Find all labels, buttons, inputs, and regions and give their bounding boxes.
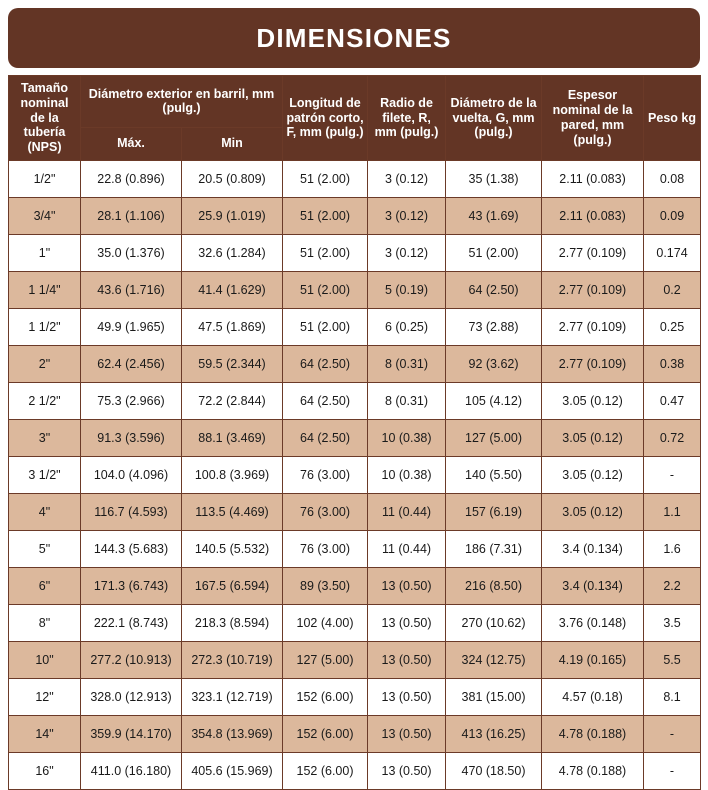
table-cell: 127 (5.00) xyxy=(283,641,368,678)
table-cell: 10 (0.38) xyxy=(368,456,446,493)
table-cell: 43.6 (1.716) xyxy=(81,271,182,308)
table-cell: 0.08 xyxy=(644,160,701,197)
table-cell: 91.3 (3.596) xyxy=(81,419,182,456)
table-cell: 13 (0.50) xyxy=(368,604,446,641)
row-label-cell: 6" xyxy=(9,567,81,604)
table-cell: 0.2 xyxy=(644,271,701,308)
table-body xyxy=(9,160,701,789)
table-cell: 13 (0.50) xyxy=(368,567,446,604)
table-cell: 0.72 xyxy=(644,419,701,456)
table-row xyxy=(9,197,701,234)
table-cell: 4.57 (0.18) xyxy=(542,678,644,715)
table-cell: 4.78 (0.188) xyxy=(542,715,644,752)
table-cell: 10 (0.38) xyxy=(368,419,446,456)
table-cell: 2.77 (0.109) xyxy=(542,345,644,382)
table-row xyxy=(9,715,701,752)
header-row-1 xyxy=(9,76,701,128)
table-row xyxy=(9,456,701,493)
table-cell: 0.174 xyxy=(644,234,701,271)
row-label-cell: 5" xyxy=(9,530,81,567)
table-cell: 0.47 xyxy=(644,382,701,419)
row-label-cell: 4" xyxy=(9,493,81,530)
table-cell: 411.0 (16.180) xyxy=(81,752,182,789)
table-cell: 0.38 xyxy=(644,345,701,382)
table-cell: 222.1 (8.743) xyxy=(81,604,182,641)
table-cell: 51 (2.00) xyxy=(283,308,368,345)
row-label-cell: 3/4" xyxy=(9,197,81,234)
table-cell: 35 (1.38) xyxy=(446,160,542,197)
table-cell: 405.6 (15.969) xyxy=(182,752,283,789)
row-label-cell: 10" xyxy=(9,641,81,678)
table-cell: 167.5 (6.594) xyxy=(182,567,283,604)
table-cell: 92 (3.62) xyxy=(446,345,542,382)
column-header-fillet-radius: Radio de filete, R, mm (pulg.) xyxy=(368,76,446,161)
table-cell: 62.4 (2.456) xyxy=(81,345,182,382)
table-cell: 89 (3.50) xyxy=(283,567,368,604)
table-row xyxy=(9,752,701,789)
table-cell: 272.3 (10.719) xyxy=(182,641,283,678)
table-cell: 171.3 (6.743) xyxy=(81,567,182,604)
table-cell: 13 (0.50) xyxy=(368,715,446,752)
row-label-cell: 14" xyxy=(9,715,81,752)
table-cell: 5.5 xyxy=(644,641,701,678)
table-cell: 35.0 (1.376) xyxy=(81,234,182,271)
table-cell: 13 (0.50) xyxy=(368,641,446,678)
row-label-cell: 2" xyxy=(9,345,81,382)
row-label-cell: 1" xyxy=(9,234,81,271)
table-row xyxy=(9,382,701,419)
column-header-short-pattern-length: Longitud de patrón corto, F, mm (pulg.) xyxy=(283,76,368,161)
row-label-cell: 3" xyxy=(9,419,81,456)
row-label-cell: 1/2" xyxy=(9,160,81,197)
table-cell: 4.19 (0.165) xyxy=(542,641,644,678)
table-cell: 116.7 (4.593) xyxy=(81,493,182,530)
table-cell: 8.1 xyxy=(644,678,701,715)
table-cell: 3.05 (0.12) xyxy=(542,419,644,456)
table-cell: 3.76 (0.148) xyxy=(542,604,644,641)
table-cell: 144.3 (5.683) xyxy=(81,530,182,567)
table-row xyxy=(9,234,701,271)
table-row xyxy=(9,271,701,308)
table-row xyxy=(9,604,701,641)
page-title: DIMENSIONES xyxy=(256,22,452,53)
column-header-bend-diameter: Diámetro de la vuelta, G, mm (pulg.) xyxy=(446,76,542,161)
column-header-weight: Peso kg xyxy=(644,76,701,161)
table-cell: 3.05 (0.12) xyxy=(542,493,644,530)
row-label-cell: 16" xyxy=(9,752,81,789)
table-cell: 218.3 (8.594) xyxy=(182,604,283,641)
table-cell: 3 (0.12) xyxy=(368,234,446,271)
table-cell: 72.2 (2.844) xyxy=(182,382,283,419)
row-label-cell: 3 1/2" xyxy=(9,456,81,493)
page-title-bar xyxy=(8,8,700,68)
table-cell: 113.5 (4.469) xyxy=(182,493,283,530)
table-cell: 2.77 (0.109) xyxy=(542,271,644,308)
table-cell: 2.2 xyxy=(644,567,701,604)
table-row xyxy=(9,678,701,715)
table-cell: 104.0 (4.096) xyxy=(81,456,182,493)
table-cell: 4.78 (0.188) xyxy=(542,752,644,789)
row-label-cell: 2 1/2" xyxy=(9,382,81,419)
table-cell: 0.09 xyxy=(644,197,701,234)
table-cell: 3.4 (0.134) xyxy=(542,530,644,567)
table-cell: 13 (0.50) xyxy=(368,678,446,715)
table-row xyxy=(9,308,701,345)
table-header xyxy=(9,76,701,161)
table-cell: 25.9 (1.019) xyxy=(182,197,283,234)
table-cell: 28.1 (1.106) xyxy=(81,197,182,234)
column-header-nominal-wall-thickness: Espesor nominal de la pared, mm (pulg.) xyxy=(542,76,644,161)
table-cell: 470 (18.50) xyxy=(446,752,542,789)
table-cell: 64 (2.50) xyxy=(283,382,368,419)
table-row xyxy=(9,493,701,530)
table-cell: 3.4 (0.134) xyxy=(542,567,644,604)
column-header-outside-diameter-min: Min xyxy=(182,127,283,160)
table-row xyxy=(9,530,701,567)
table-cell: 2.11 (0.083) xyxy=(542,197,644,234)
table-cell: 76 (3.00) xyxy=(283,493,368,530)
table-cell: 2.77 (0.109) xyxy=(542,234,644,271)
table-cell: 8 (0.31) xyxy=(368,382,446,419)
table-cell: 59.5 (2.344) xyxy=(182,345,283,382)
table-cell: 51 (2.00) xyxy=(446,234,542,271)
table-cell: 76 (3.00) xyxy=(283,456,368,493)
table-cell: 64 (2.50) xyxy=(283,419,368,456)
table-row xyxy=(9,160,701,197)
table-cell: 277.2 (10.913) xyxy=(81,641,182,678)
table-cell: 152 (6.00) xyxy=(283,752,368,789)
table-cell: 11 (0.44) xyxy=(368,530,446,567)
table-cell: 73 (2.88) xyxy=(446,308,542,345)
table-cell: 1.1 xyxy=(644,493,701,530)
table-cell: 51 (2.00) xyxy=(283,197,368,234)
table-cell: 152 (6.00) xyxy=(283,678,368,715)
table-cell: 76 (3.00) xyxy=(283,530,368,567)
table-cell: 6 (0.25) xyxy=(368,308,446,345)
table-cell: 157 (6.19) xyxy=(446,493,542,530)
table-cell: 5 (0.19) xyxy=(368,271,446,308)
table-cell: 140 (5.50) xyxy=(446,456,542,493)
table-cell: 2.77 (0.109) xyxy=(542,308,644,345)
table-cell: 186 (7.31) xyxy=(446,530,542,567)
column-header-outside-diameter-group: Diámetro exterior en barril, mm (pulg.) xyxy=(81,76,283,128)
table-cell: 3 (0.12) xyxy=(368,197,446,234)
table-cell: 359.9 (14.170) xyxy=(81,715,182,752)
table-cell: 3.05 (0.12) xyxy=(542,382,644,419)
table-cell: 270 (10.62) xyxy=(446,604,542,641)
table-cell: 323.1 (12.719) xyxy=(182,678,283,715)
table-cell: 152 (6.00) xyxy=(283,715,368,752)
table-cell: 41.4 (1.629) xyxy=(182,271,283,308)
table-cell: 354.8 (13.969) xyxy=(182,715,283,752)
row-label-cell: 12" xyxy=(9,678,81,715)
row-label-cell: 1 1/2" xyxy=(9,308,81,345)
table-cell: 324 (12.75) xyxy=(446,641,542,678)
table-cell: 0.25 xyxy=(644,308,701,345)
table-cell: 64 (2.50) xyxy=(446,271,542,308)
table-cell: - xyxy=(644,715,701,752)
table-cell: 20.5 (0.809) xyxy=(182,160,283,197)
table-cell: 13 (0.50) xyxy=(368,752,446,789)
table-cell: 100.8 (3.969) xyxy=(182,456,283,493)
table-cell: 51 (2.00) xyxy=(283,271,368,308)
table-cell: 51 (2.00) xyxy=(283,234,368,271)
table-cell: 11 (0.44) xyxy=(368,493,446,530)
table-row xyxy=(9,419,701,456)
table-cell: 22.8 (0.896) xyxy=(81,160,182,197)
table-row xyxy=(9,345,701,382)
table-cell: 127 (5.00) xyxy=(446,419,542,456)
table-row xyxy=(9,641,701,678)
row-label-cell: 1 1/4" xyxy=(9,271,81,308)
table-cell: 3.5 xyxy=(644,604,701,641)
table-cell: 88.1 (3.469) xyxy=(182,419,283,456)
table-cell: 64 (2.50) xyxy=(283,345,368,382)
table-cell: 51 (2.00) xyxy=(283,160,368,197)
table-cell: 1.6 xyxy=(644,530,701,567)
table-cell: 75.3 (2.966) xyxy=(81,382,182,419)
dimensions-table xyxy=(8,75,701,790)
table-cell: 43 (1.69) xyxy=(446,197,542,234)
table-cell: 328.0 (12.913) xyxy=(81,678,182,715)
table-cell: 413 (16.25) xyxy=(446,715,542,752)
row-label-cell: 8" xyxy=(9,604,81,641)
table-row xyxy=(9,567,701,604)
table-cell: - xyxy=(644,752,701,789)
table-cell: 49.9 (1.965) xyxy=(81,308,182,345)
table-cell: 2.11 (0.083) xyxy=(542,160,644,197)
table-cell: 47.5 (1.869) xyxy=(182,308,283,345)
table-cell: 3.05 (0.12) xyxy=(542,456,644,493)
table-cell: - xyxy=(644,456,701,493)
table-cell: 381 (15.00) xyxy=(446,678,542,715)
column-header-nps: Tamaño nominal de la tubería (NPS) xyxy=(9,76,81,161)
table-cell: 8 (0.31) xyxy=(368,345,446,382)
column-header-outside-diameter-max: Máx. xyxy=(81,127,182,160)
table-cell: 3 (0.12) xyxy=(368,160,446,197)
table-cell: 32.6 (1.284) xyxy=(182,234,283,271)
table-cell: 105 (4.12) xyxy=(446,382,542,419)
table-cell: 216 (8.50) xyxy=(446,567,542,604)
table-cell: 140.5 (5.532) xyxy=(182,530,283,567)
table-cell: 102 (4.00) xyxy=(283,604,368,641)
